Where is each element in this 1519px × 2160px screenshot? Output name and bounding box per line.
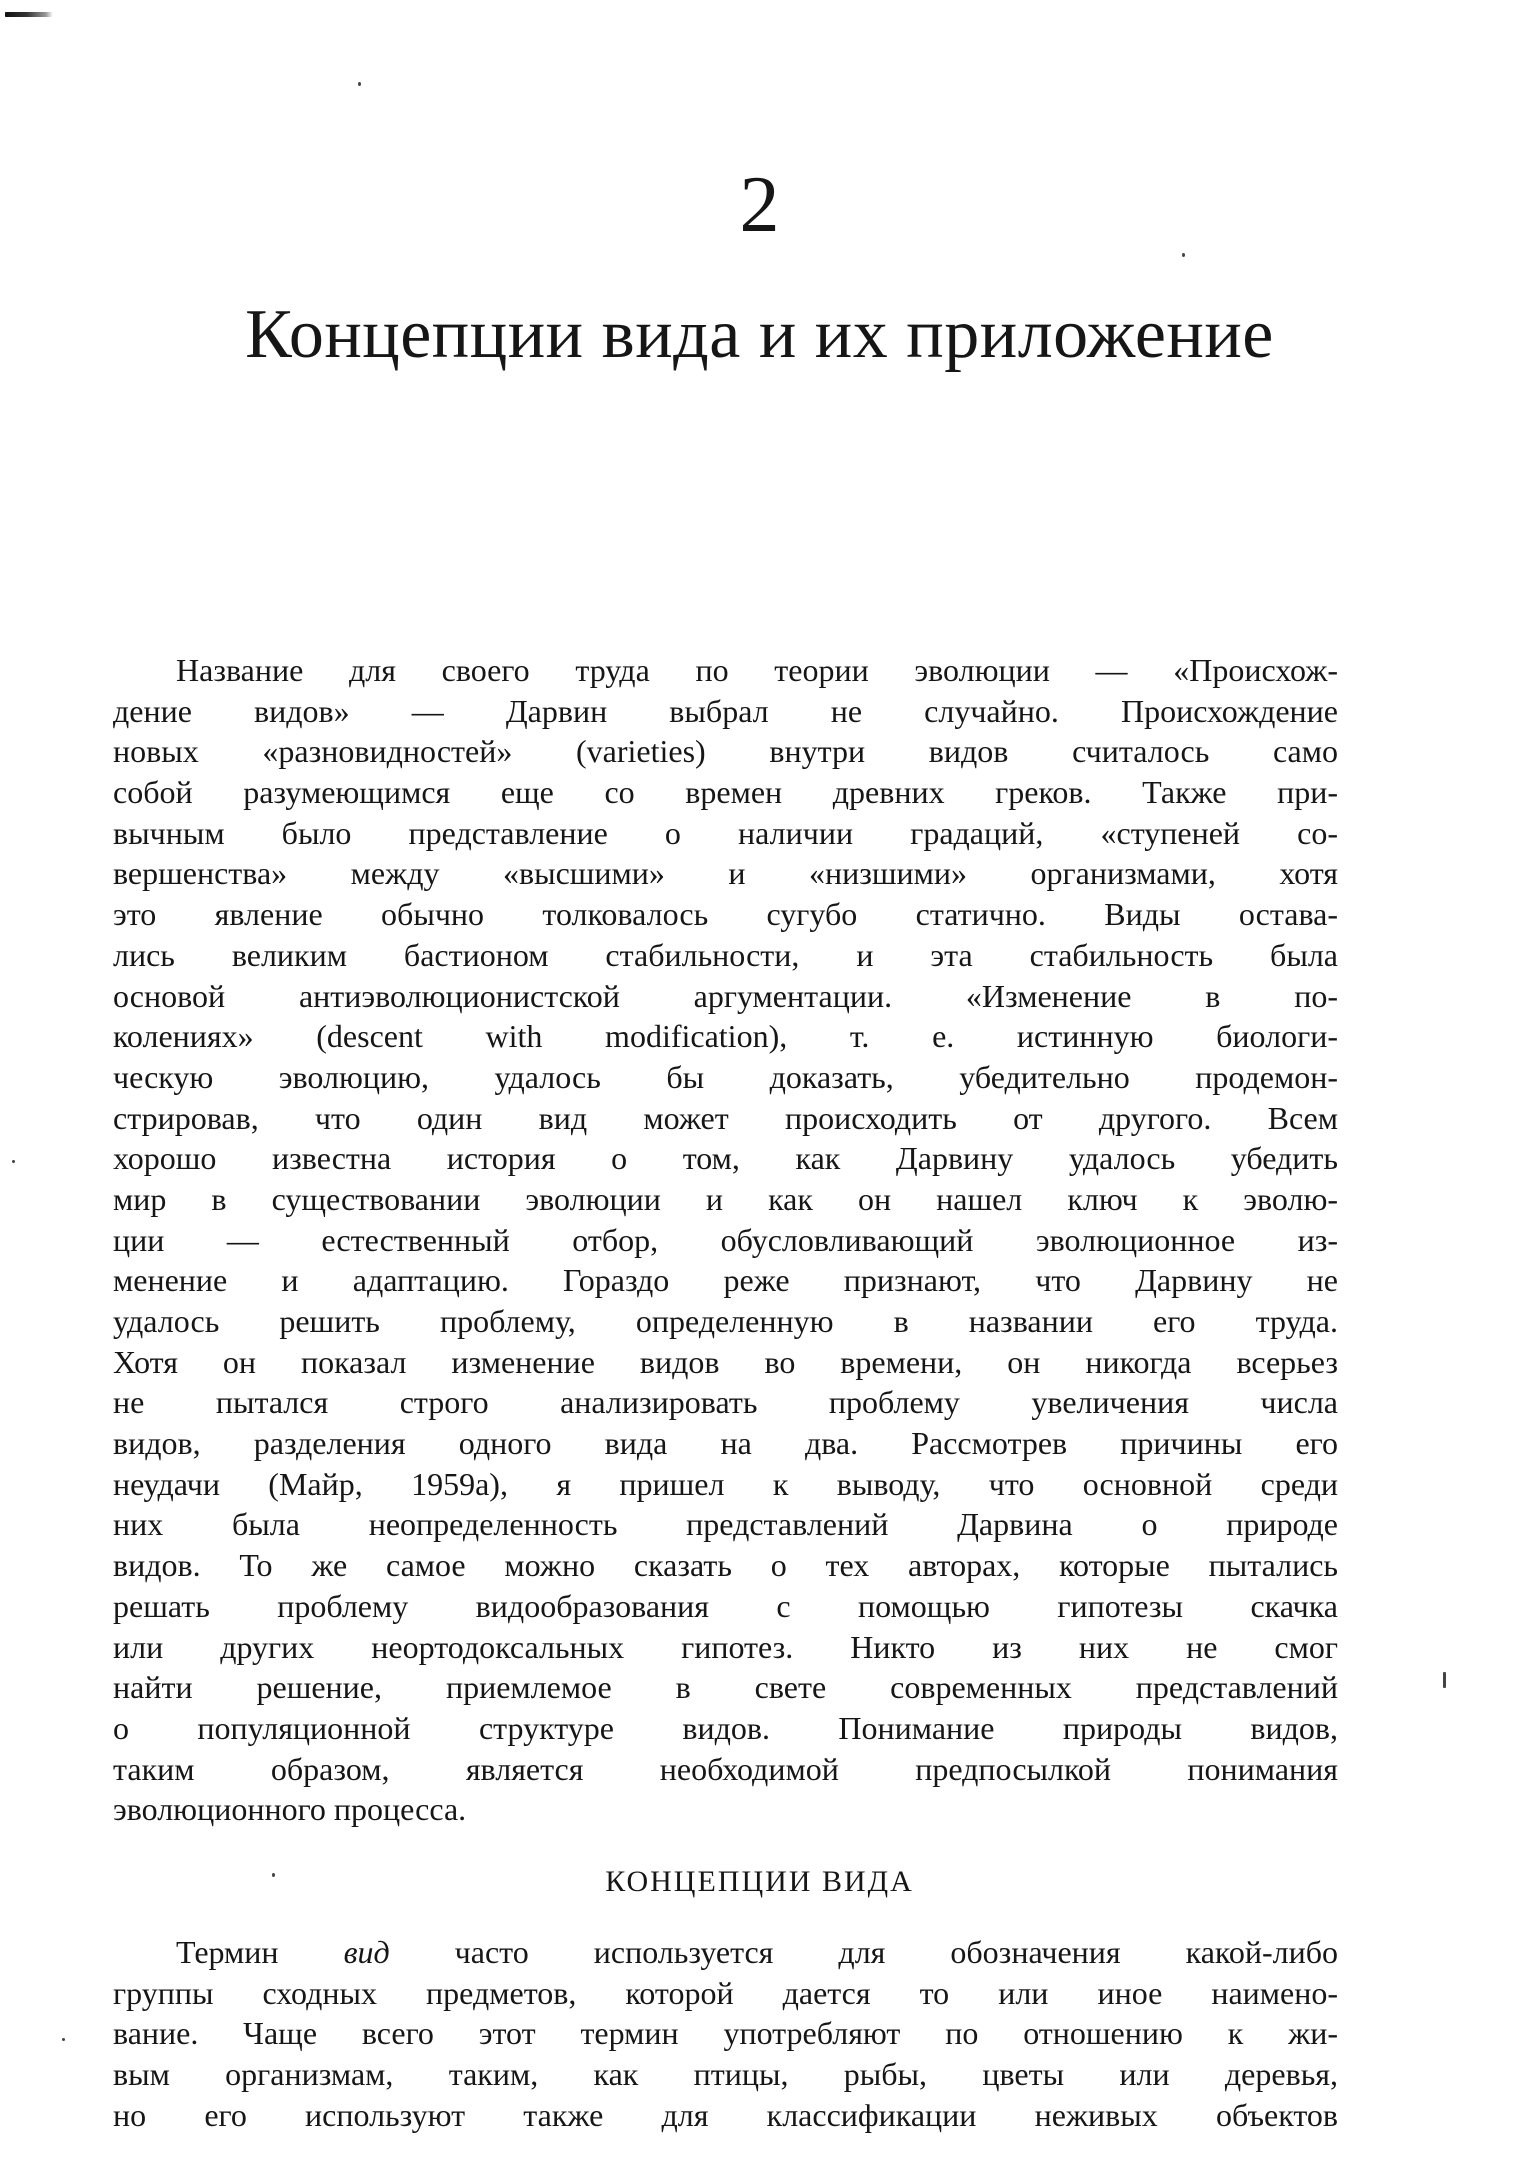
section-heading: КОНЦЕПЦИИ ВИДА (605, 1865, 914, 1898)
text-line: ции — естественный отбор, обусловливающий эволюционное из- (113, 1221, 1338, 1258)
text-line: таким образом, является необходимой предпосылкой понимания (113, 1750, 1338, 1787)
text-line: вым организмам, таким, как птицы, рыбы, цветы или деревья, (113, 2056, 1338, 2093)
text-line: мир в существовании эволюции и как он нашел ключ к эволю- (113, 1180, 1338, 1217)
text-line: Название для своего труда по теории эволюции — «Происхож- (176, 652, 1338, 688)
text-line: группы сходных предметов, которой дается то или иное наимено- (113, 1974, 1338, 2011)
text-line: ческую эволюцию, удалось бы доказать, убедительно продемон- (113, 1058, 1338, 1095)
text-line: дение видов» — Дарвин выбрал не случайно. Происхождение (113, 692, 1338, 729)
paragraph-species-term (113, 1932, 1338, 2135)
text-line: неудачи (Майр, 1959a), я пришел к выводу, что основной среди (113, 1465, 1338, 1502)
text-line: удалось решить проблему, определенную в названии его труда. (113, 1303, 1338, 1339)
text-line: них была неопределенность представлений Дарвина о природе (113, 1506, 1338, 1543)
scan-speck (1182, 253, 1185, 257)
text-line: вычным было представление о наличии градаций, «ступеней со- (113, 814, 1338, 851)
text-line: вание. Чаще всего этот термин употребляют по отношению к жи- (113, 2015, 1338, 2052)
text-line: менение и адаптацию. Гораздо реже признают, что Дарвину не (113, 1262, 1338, 1299)
scan-speck (62, 2038, 65, 2041)
scan-speck (12, 1160, 15, 1163)
text-line: новых «разновидностей» (varieties) внутри видов считалось само (113, 733, 1338, 770)
scan-speck (1443, 1672, 1446, 1688)
text-line: основой антиэволюционистской аргументации. «Изменение в по- (113, 977, 1338, 1014)
text-line: эволюционного процесса. (113, 1791, 467, 1828)
text-line: колениях» (descent with modification), т. е. истинную биологи- (113, 1018, 1338, 1055)
chapter-number: 2 (739, 161, 780, 249)
text-line: собой разумеющимся еще со времен древних греков. Также при- (113, 774, 1338, 811)
text-line: видов, разделения одного вида на два. Рассмотрев причины его (113, 1425, 1338, 1462)
text-line: не пытался строго анализировать проблему увеличения числа (113, 1384, 1338, 1421)
text-line: вершенства» между «высшими» и «низшими» организмами, хотя (113, 855, 1338, 892)
text-line: найти решение, приемлемое в свете современных представлений (113, 1669, 1338, 1706)
text-line: лись великим бастионом стабильности, и эта стабильность была (113, 936, 1338, 973)
scan-smudge (5, 12, 53, 17)
text-line: решать проблему видообразования с помощью гипотезы скачка (113, 1587, 1338, 1624)
italic-term: вид (343, 1934, 390, 1970)
scan-speck (358, 82, 361, 86)
text-line: Хотя он показал изменение видов во времени, он никогда всерьез (113, 1343, 1338, 1380)
chapter-title: Концепции вида и их приложение (245, 296, 1274, 373)
text-line: стрировав, что один вид может происходить от другого. Всем (113, 1099, 1338, 1136)
text-line: но его используют также для классификации неживых объектов (113, 2096, 1338, 2133)
text-line: Термин вид часто используется для обозначения какой-либо (176, 1934, 1338, 1970)
text-line: о популяционной структуре видов. Понимание природы видов, (113, 1709, 1338, 1746)
text-line: или других неортодоксальных гипотез. Никто из них не смог (113, 1628, 1338, 1665)
text-line: хорошо известна история о том, как Дарвину удалось убедить (113, 1140, 1338, 1177)
text-line: видов. То же самое можно сказать о тех авторах, которые пытались (113, 1547, 1338, 1584)
text-line: это явление обычно толковалось сугубо статично. Виды остава- (113, 896, 1338, 933)
paragraph-intro (113, 650, 1338, 1830)
